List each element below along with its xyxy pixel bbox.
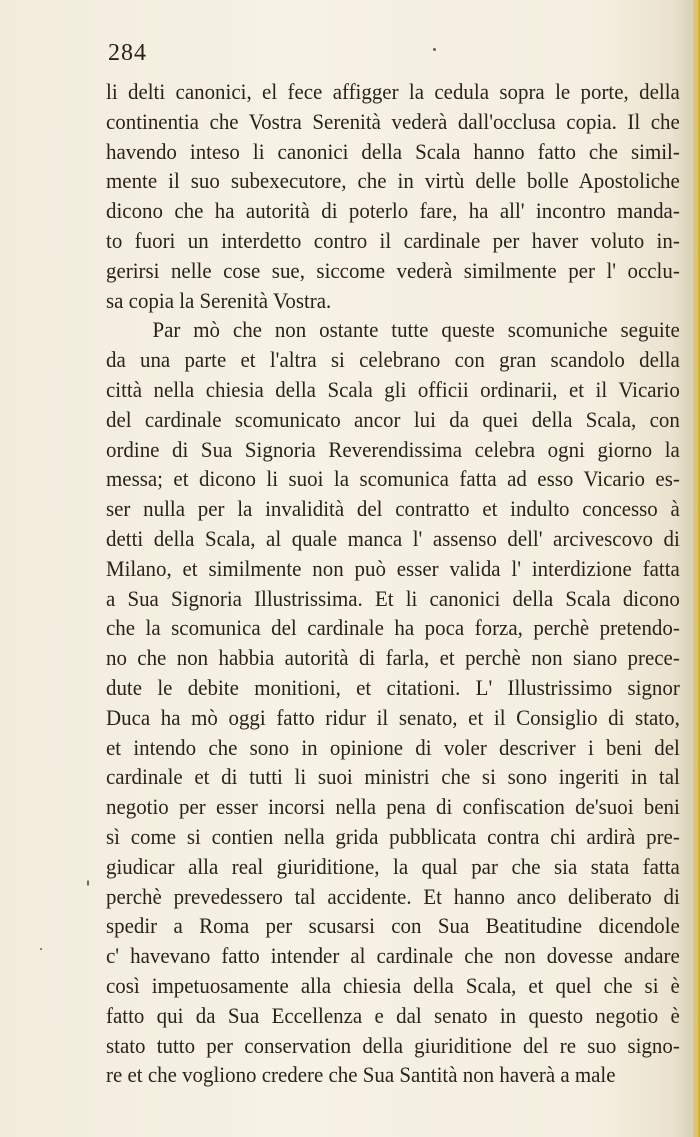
page-edge	[691, 0, 700, 1137]
text-line: stato tutto per conservation della giuriditione del re suo signo-	[106, 1032, 680, 1058]
text-line: Milano, et similmente non può esser valida l' interdizione fatta	[106, 555, 680, 581]
text-line: mente il suo subexecutore, che in virtù delle bolle Apostoliche	[106, 168, 680, 194]
paper-speck	[87, 880, 89, 886]
text-line: ordine di Sua Signoria Reverendissima celebra ogni giorno la	[106, 436, 680, 462]
text-line: dicono che ha autorità di poterlo fare, ha all' incontro manda-	[106, 198, 680, 224]
text-line: sì come si contien nella grida pubblicata contra chi ardirà pre-	[106, 823, 680, 849]
text-line: giudicar alla real giuriditione, la qual par che sia stata fatta	[106, 853, 680, 879]
text-line: perchè prevedessero tal accidente. Et hanno anco deliberato di	[106, 883, 680, 909]
text-line: che la scomunica del cardinale ha poca forza, perchè pretendo-	[106, 615, 680, 641]
text-line: dute le debite monitioni, et citationi. L' Illustrissimo signor	[106, 674, 680, 700]
paper-speck	[433, 48, 436, 51]
text-line: to fuori un interdetto contro il cardinale per haver voluto in-	[106, 227, 680, 253]
text-line: re et che vogliono credere che Sua Santità non haverà a male	[106, 1062, 616, 1088]
text-line: detti della Scala, al quale manca l' assenso dell' arcivescovo di	[106, 525, 680, 551]
text-line: c' havevano fatto intender al cardinale che non dovesse andare	[106, 943, 680, 969]
text-line: Duca ha mò oggi fatto ridur il senato, et il Consiglio di stato,	[106, 704, 680, 730]
text-line: a Sua Signoria Illustrissima. Et li canonici della Scala dicono	[106, 585, 680, 611]
text-line: no che non habbia autorità di farla, et perchè non siano prece-	[106, 645, 680, 671]
text-line: et intendo che sono in opinione di voler descriver i beni del	[106, 734, 680, 760]
text-line: gerirsi nelle cose sue, siccome vederà similmente per l' occlu-	[106, 257, 680, 283]
text-line: sa copia la Serenità Vostra.	[106, 287, 332, 313]
text-line: messa; et dicono li suoi la scomunica fatta ad esso Vicario es-	[106, 466, 680, 492]
body-text	[106, 77, 680, 1090]
text-line: fatto qui da Sua Eccellenza e dal senato in questo negotio è	[106, 1002, 680, 1028]
text-line: negotio per esser incorsi nella pena di confiscation de'suoi beni	[106, 794, 680, 820]
text-line: del cardinale scomunicato ancor lui da quei della Scala, con	[106, 406, 680, 432]
text-line: li delti canonici, el fece affigger la cedula sopra le porte, della	[106, 79, 680, 104]
page-number: 284	[108, 40, 147, 66]
text-line: cardinale et di tutti li suoi ministri che si sono ingeriti in tal	[106, 764, 680, 790]
text-line: spedir a Roma per scusarsi con Sua Beatitudine dicendole	[106, 913, 680, 939]
text-line: da una parte et l'altra si celebrano con gran scandolo della	[106, 347, 680, 373]
text-line: continentia che Vostra Serenità vederà dall'occlusa copia. Il che	[106, 108, 680, 134]
text-line: città nella chiesia della Scala gli officii ordinarii, et il Vicario	[106, 376, 680, 402]
text-line: così impetuosamente alla chiesia della Scala, et quel che si è	[106, 972, 680, 998]
text-line: havendo inteso li canonici della Scala hanno fatto che simil-	[106, 138, 680, 164]
text-line: ser nulla per la invalidità del contratto et indulto concesso à	[106, 496, 680, 522]
paper-speck	[40, 948, 42, 950]
text-line: Par mò che non ostante tutte queste scomuniche seguite	[152, 317, 680, 343]
